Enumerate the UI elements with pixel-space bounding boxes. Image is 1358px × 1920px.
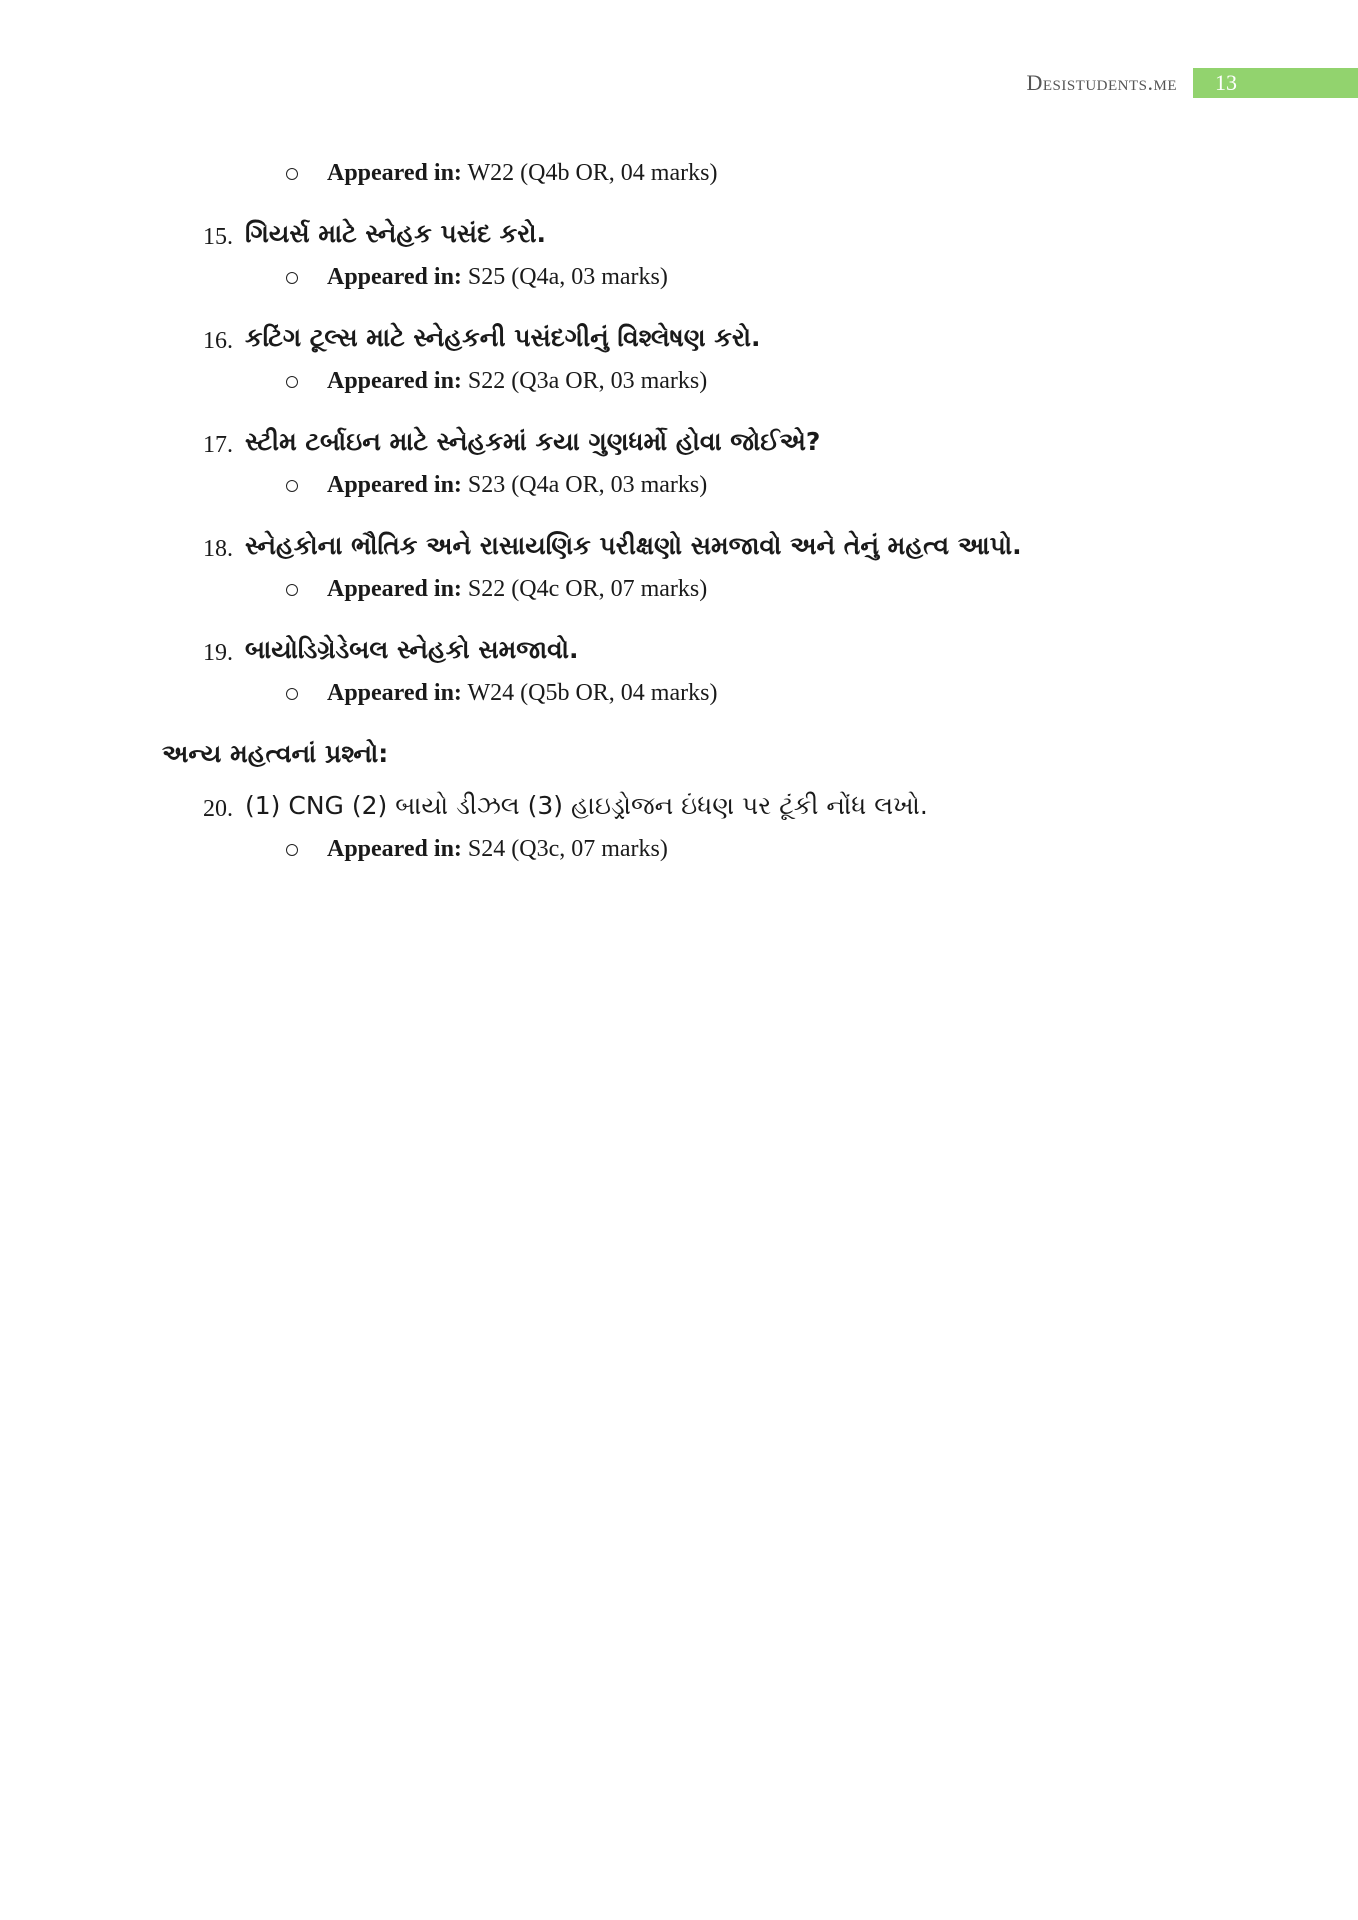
appeared-label: Appeared in: [327, 576, 462, 602]
appeared-value: S24 (Q3c, 07 marks) [461, 836, 668, 862]
appeared-value: W22 (Q4b OR, 04 marks) [461, 160, 718, 186]
appeared-label: Appeared in: [327, 472, 462, 498]
appeared-value: S25 (Q4a, 03 marks) [461, 264, 668, 290]
section-heading-text: અન્ય મહત્વનાં પ્રશ્નો: [162, 739, 389, 768]
appeared-value: W24 (Q5b OR, 04 marks) [461, 680, 718, 706]
question-text: સ્નેહકોના ભૌતિક અને રાસાયણિક પરીક્ષણો સમજાવો અને તેનું મહત્વ આપો. [245, 531, 1022, 560]
appeared-in-item [0, 158, 1358, 210]
question-item [0, 418, 1358, 470]
question-text: ગિયર્સ માટે સ્નેહક પસંદ કરો. [245, 219, 546, 248]
hollow-bullet-icon [286, 584, 298, 596]
question-number: 19. [203, 640, 233, 666]
question-number: 18. [203, 536, 233, 562]
question-number: 17. [203, 432, 233, 458]
document-body [0, 158, 1358, 886]
question-text: (1) CNG (2) બાયો ડીઝલ (3) હાઇડ્રોજન ઇંધણ પર ટૂંકી નોંધ લખો. [245, 791, 928, 820]
hollow-bullet-icon [286, 376, 298, 388]
hollow-bullet-icon [286, 688, 298, 700]
appeared-label: Appeared in: [327, 836, 462, 862]
question-number: 16. [203, 328, 233, 354]
question-item [0, 626, 1358, 678]
page-number: 13 [1193, 68, 1358, 98]
question-text: બાયોડિગ્રેડેબલ સ્નેહકો સમજાવો. [245, 635, 579, 664]
hollow-bullet-icon [286, 272, 298, 284]
question-item [0, 522, 1358, 574]
section-heading [0, 730, 1358, 782]
appeared-in-item [0, 678, 1358, 730]
hollow-bullet-icon [286, 480, 298, 492]
question-number: 15. [203, 224, 233, 250]
appeared-label: Appeared in: [327, 680, 462, 706]
appeared-in-item [0, 834, 1358, 886]
appeared-value: S22 (Q4c OR, 07 marks) [461, 576, 708, 602]
hollow-bullet-icon [286, 168, 298, 180]
page-header [1026, 68, 1358, 98]
question-item [0, 314, 1358, 366]
appeared-label: Appeared in: [327, 368, 462, 394]
appeared-in-item [0, 262, 1358, 314]
appeared-label: Appeared in: [327, 264, 462, 290]
question-item [0, 782, 1358, 834]
question-number: 20. [203, 796, 233, 822]
appeared-in-item [0, 574, 1358, 626]
appeared-in-item [0, 470, 1358, 522]
site-name: Desistudents.me [1026, 70, 1177, 95]
appeared-value: S22 (Q3a OR, 03 marks) [461, 368, 708, 394]
question-item [0, 210, 1358, 262]
question-text: સ્ટીમ ટર્બાઇન માટે સ્નેહકમાં કયા ગુણધર્મો હોવા જોઈએ? [245, 427, 821, 456]
appeared-in-item [0, 366, 1358, 418]
hollow-bullet-icon [286, 844, 298, 856]
question-text: કટિંગ ટૂલ્સ માટે સ્નેહકની પસંદગીનું વિશ્લેષણ કરો. [245, 323, 761, 352]
appeared-value: S23 (Q4a OR, 03 marks) [461, 472, 708, 498]
appeared-label: Appeared in: [327, 160, 462, 186]
